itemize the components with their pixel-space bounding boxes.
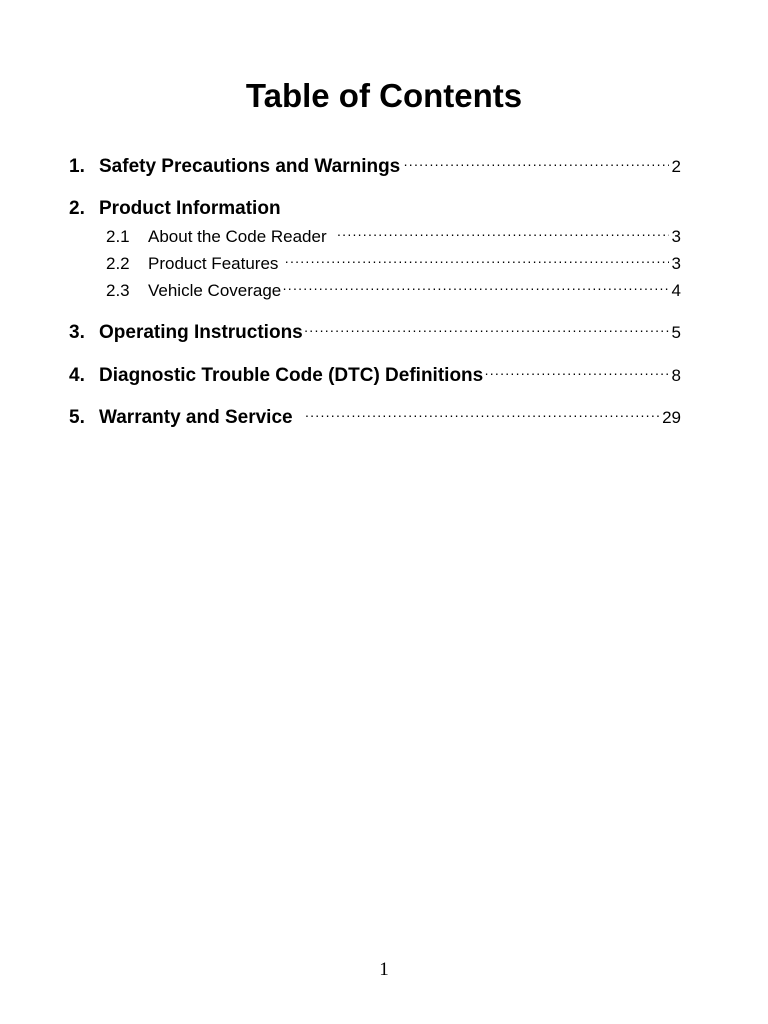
toc-entry-operating-instructions[interactable] [69,321,681,345]
toc-entry-page-number: 5 [671,323,681,342]
toc-entry-label: Warranty and Service [99,407,293,428]
toc-entry-number: 2. [69,198,85,219]
toc-entry-label: Vehicle Coverage [148,281,282,300]
toc-entry-number: 5. [69,407,85,428]
toc-entry-label: Operating Instructions [99,322,303,343]
toc-entry-number: 2.1 [106,227,130,246]
toc-entry-safety-precautions[interactable] [69,155,681,179]
toc-entry-page-number: 3 [671,227,681,246]
dot-leader [403,152,668,176]
toc-entry-page-number: 29 [662,408,681,427]
toc-entry-page-number: 4 [671,281,681,300]
dot-leader [304,318,669,342]
page-number: 1 [379,959,389,980]
dot-leader [305,403,659,427]
toc-entry-label: Product Features [148,254,279,273]
toc-entry-page-number: 8 [671,366,681,385]
toc-entry-product-information[interactable] [69,197,281,221]
toc-entry-page-number: 2 [671,157,681,176]
toc-entry-warranty-and-service[interactable] [69,406,681,430]
toc-entry-number: 3. [69,322,85,343]
toc-entry-number: 2.3 [106,281,130,300]
toc-entry-number: 1. [69,156,85,177]
toc-entry-dtc-definitions[interactable] [69,364,681,388]
dot-leader [484,361,668,385]
toc-entry-label: Diagnostic Trouble Code (DTC) Definitions [99,365,484,386]
toc-entry-page-number: 3 [671,254,681,273]
toc-entry-label: Safety Precautions and Warnings [99,156,401,177]
toc-entry-product-features[interactable] [106,253,681,275]
toc-entry-number: 2.2 [106,254,130,273]
toc-entry-number: 4. [69,365,85,386]
page-title: Table of Contents [245,77,523,114]
toc-entry-label: Product Information [99,198,281,219]
toc-entry-about-code-reader[interactable] [106,226,681,248]
toc-entry-vehicle-coverage[interactable] [106,280,681,302]
dot-leader [282,277,668,299]
dot-leader [337,223,669,245]
dot-leader [284,250,668,272]
toc-entry-label: About the Code Reader [148,227,327,246]
